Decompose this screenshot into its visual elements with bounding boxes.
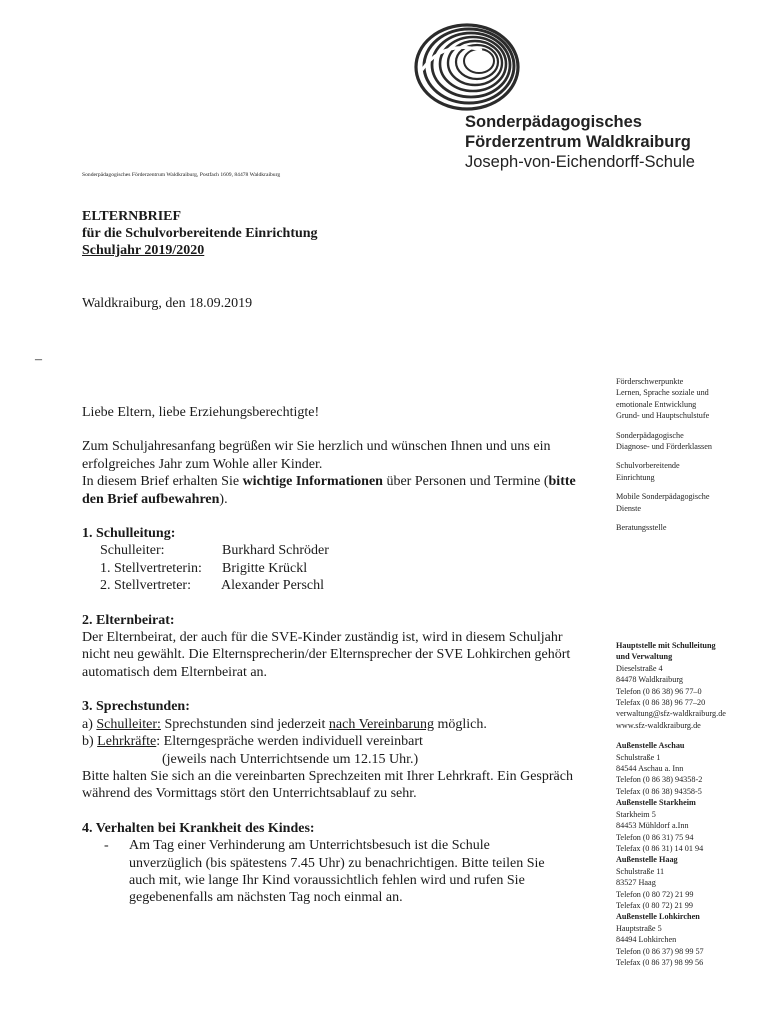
school-name-line1: Sonderpädagogisches (465, 113, 642, 131)
title-line2: für die Schulvorbereitende Einrichtung (82, 226, 318, 241)
address-block: Außenstelle Haag Schulstraße 11 83527 Haag Telefon (0 80 72) 21 99 Telefax (0 80 72) 21 99 (616, 855, 694, 910)
address-block: Hauptstelle mit Schulleitung und Verwaltung Dieselstraße 4 84478 Waldkraiburg Telefon (0 86 38) 96 77–0 Telefax (0 86 38) 96 77–20 verwaltung@sfz-waldkraiburg.de www.sfz-waldkraiburg.de (616, 640, 766, 731)
school-name (465, 112, 695, 172)
ring-swirl-logo-icon (412, 20, 522, 112)
sidebar-focus-areas (616, 376, 766, 541)
section-text: Bitte halten Sie sich an die vereinbarten Sprechzeiten mit Ihrer Lehrkraft. Ein Gespräch während des Vormittags stört den Unterrichtsablauf zu sehr. (82, 768, 573, 802)
list-item: 2. Stellvertreter: Alexander Perschl (100, 578, 325, 594)
list-item: Schulleiter: Burkhard Schröder (100, 543, 329, 559)
section-heading: 2. Elternbeirat: (82, 612, 175, 628)
letter-body (82, 404, 582, 907)
section-heading: 3. Sprechstunden: (82, 699, 190, 715)
list-item: 1. Stellvertreterin: Brigitte Krückl (100, 560, 308, 576)
salutation: Liebe Eltern, liebe Erziehungsberechtigte! (82, 405, 320, 420)
section-text: (jeweils nach Unterrichtsende um 12.15 Uhr.) (162, 751, 419, 767)
sidebar-group: Sonderpädagogische Diagnose- und Förderklassen (616, 430, 712, 452)
intro-paragraph: Zum Schuljahresanfang begrüßen wir Sie herzlich und wünschen Ihnen und uns ein erfolgreiches Jahr zum Wohle aller Kinder. (82, 439, 551, 472)
section-heading: 4. Verhalten bei Krankheit des Kindes: (82, 820, 315, 836)
list-item: - Am Tag einer Verhinderung am Unterrichtsbesuch ist die Schule unverzüglich (bis spätestens 7.45 Uhr) zu benachrichtigen. Bitte teilen Sie auch mit, wie lange Ihr Kind voraussichtlich fehlen wird und rufen Sie gegebenenfalls am nächsten Tag noch einmal an. (104, 838, 545, 906)
title-line1: ELTERNBRIEF (82, 209, 182, 224)
sidebar-group: Förderschwerpunkte Lernen, Sprache soziale und emotionale Entwicklung Grund- und Hauptschulstufe (616, 377, 710, 421)
sender-address-line: Sonderpädagogisches Förderzentrum Waldkraiburg, Postfach 1609, 84478 Waldkraiburg (82, 172, 281, 178)
intro-info: In diesem Brief erhalten Sie wichtige Informationen über Personen und Termine (bitte den Brief aufbewahren). (82, 474, 576, 507)
sidebar-group: Mobile Sonderpädagogische Dienste (616, 492, 710, 513)
address-block: Außenstelle Starkheim Starkheim 5 84453 Mühldorf a.Inn Telefon (0 86 31) 75 94 Telefax (0 86 31) 14 01 94 (616, 798, 704, 853)
fold-mark: – (35, 352, 42, 367)
sidebar-addresses (616, 640, 766, 968)
section-text: b) Lehrkräfte: Elterngespräche werden individuell vereinbart (82, 734, 423, 750)
school-name-line2: Förderzentrum Waldkraiburg (465, 133, 691, 151)
section-text: Der Elternbeirat, der auch für die SVE-Kinder zuständig ist, wird in diesem Schuljahr nicht neu gewählt. Die Elternsprecherin/der Elternsprecher der SVE Lohkirchen gehört automatisch dem Elternbeirat an. (82, 630, 571, 680)
sidebar-group: Beratungsstelle (616, 523, 667, 533)
email-link[interactable]: verwaltung@sfz-waldkraiburg.de (616, 709, 726, 719)
section-text: a) Schulleiter: Sprechstunden sind jederzeit nach Vereinbarung möglich. (82, 716, 487, 732)
school-name-line3: Joseph-von-Eichendorff-Schule (465, 153, 695, 171)
address-block: Außenstelle Lohkirchen Hauptstraße 5 84494 Lohkirchen Telefon (0 86 37) 98 99 57 Telefax (0 86 37) 98 99 56 (616, 912, 704, 967)
letter-title (82, 208, 318, 259)
school-logo (412, 20, 522, 112)
title-line3: Schuljahr 2019/2020 (82, 243, 205, 258)
sidebar-group: Schulvorbereitende Einrichtung (616, 461, 680, 482)
section-heading: 1. Schulleitung: (82, 526, 176, 542)
website-link[interactable]: www.sfz-waldkraiburg.de (616, 720, 701, 730)
address-block: Außenstelle Aschau Schulstraße 1 84544 Aschau a. Inn Telefon (0 86 38) 94358-2 Telefax (0 86 38) 94358-5 (616, 741, 703, 796)
date-line: Waldkraiburg, den 18.09.2019 (82, 296, 253, 311)
